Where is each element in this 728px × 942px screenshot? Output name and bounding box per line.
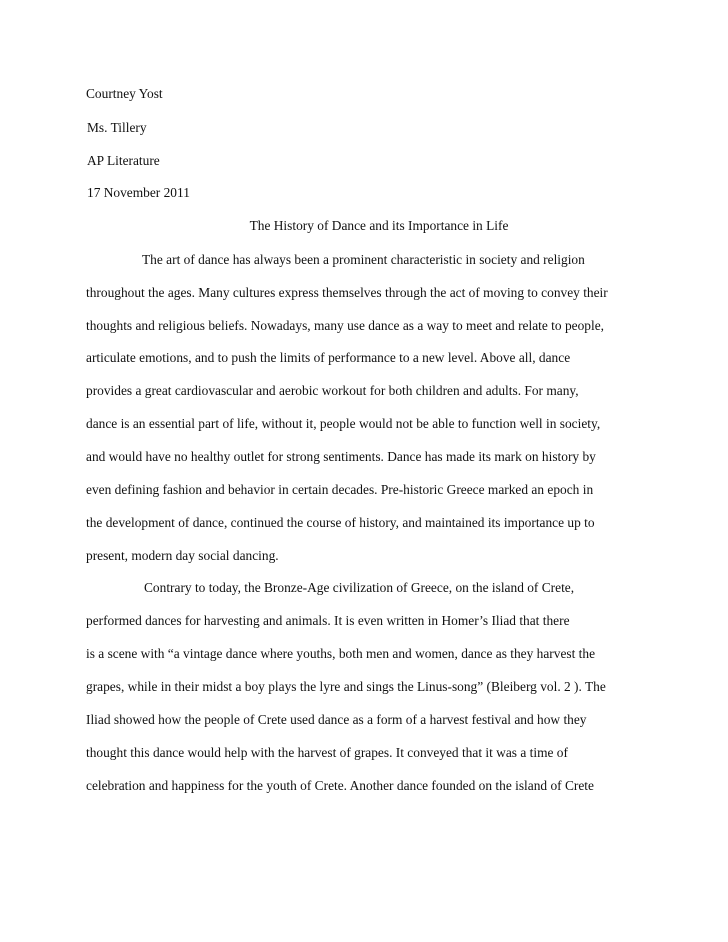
paragraph-line: thoughts and religious beliefs. Nowadays, many use dance as a way to meet and relate to people, bbox=[86, 318, 604, 333]
paragraph-line: celebration and happiness for the youth of Crete. Another dance founded on the island of Crete bbox=[86, 778, 594, 793]
paragraph-line: The art of dance has always been a prominent characteristic in society and religion bbox=[142, 252, 585, 267]
paragraph-line: present, modern day social dancing. bbox=[86, 548, 279, 563]
author-name: Courtney Yost bbox=[86, 86, 163, 101]
paragraph-line: even defining fashion and behavior in certain decades. Pre-historic Greece marked an epoch in bbox=[86, 482, 594, 497]
teacher-name: Ms. Tillery bbox=[87, 120, 147, 135]
paragraph-line: the development of dance, continued the course of history, and maintained its importance up to bbox=[86, 515, 595, 530]
essay-title: The History of Dance and its Importance in Life bbox=[249, 218, 509, 233]
paragraph-line: grapes, while in their midst a boy plays the lyre and sings the Linus-song” (Bleiberg vol. 2 ). The bbox=[86, 679, 606, 694]
paragraph-line: articulate emotions, and to push the limits of performance to a new level. Above all, dance bbox=[86, 350, 571, 365]
paragraph-line: thought this dance would help with the harvest of grapes. It conveyed that it was a time of bbox=[86, 745, 568, 760]
paragraph-line: performed dances for harvesting and animals. It is even written in Homer’s Iliad that there bbox=[86, 613, 570, 628]
paragraph-line: Iliad showed how the people of Crete used dance as a form of a harvest festival and how they bbox=[86, 712, 587, 727]
paragraph-line: provides a great cardiovascular and aerobic workout for both children and adults. For many, bbox=[86, 383, 579, 398]
course-name: AP Literature bbox=[87, 153, 160, 168]
paragraph-line: dance is an essential part of life, without it, people would not be able to function well in society, bbox=[86, 416, 601, 431]
paragraph-line: Contrary to today, the Bronze-Age civilization of Greece, on the island of Crete, bbox=[144, 580, 575, 595]
paragraph-line: is a scene with “a vintage dance where youths, both men and women, dance as they harvest the bbox=[86, 646, 596, 661]
document-date: 17 November 2011 bbox=[87, 185, 190, 200]
paragraph-line: throughout the ages. Many cultures express themselves through the act of moving to convey their bbox=[86, 285, 608, 300]
paragraph-line: and would have no healthy outlet for strong sentiments. Dance has made its mark on history by bbox=[86, 449, 596, 464]
